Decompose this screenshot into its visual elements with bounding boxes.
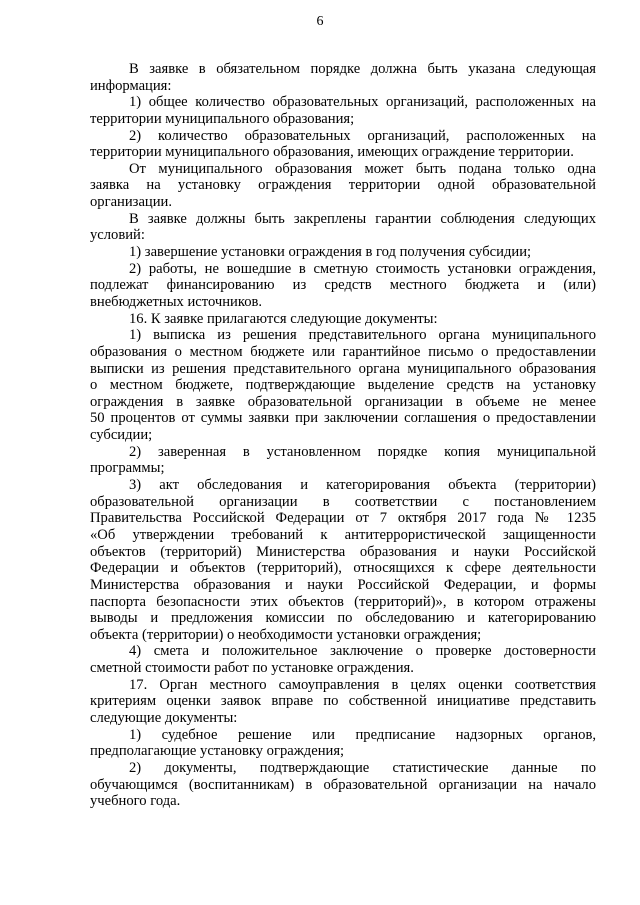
text-line: паспорта безопасности этих объектов (территорий)», в котором отражены <box>90 593 596 610</box>
text-line: подлежат финансированию из средств местного бюджета и (или) <box>90 277 596 294</box>
text-line: субсидии; <box>90 427 153 444</box>
text-line: В заявке в обязательном порядке должна быть указана следующая <box>129 61 596 77</box>
text-line: «Об утверждении требований к антитеррористической защищенности <box>90 526 596 543</box>
text-line: образовательной организации в соответствии с постановлением <box>90 493 596 510</box>
text-line: От муниципального образования может быть подана только одна <box>129 160 596 177</box>
text-line: объектов (территорий) Министерства образования и науки Российской <box>90 543 596 560</box>
text-line: образования о местном бюджете или гарантийное письмо о предоставлении <box>90 343 596 360</box>
text-line: территории муниципального образования; <box>90 110 355 127</box>
text-line: Федерации и объектов (территорий), относящихся к сфере деятельности <box>90 560 596 577</box>
text-line: территории муниципального образования, имеющих ограждение территории. <box>90 144 574 161</box>
text-line: 1) завершение установки ограждения в год получения субсидии; <box>129 244 532 261</box>
text-line: 1) выписка из решения представительного органа муниципального <box>129 327 596 344</box>
text-line: объекта (территории) о необходимости установки ограждения; <box>90 626 482 643</box>
text-line: следующие документы: <box>90 709 238 726</box>
text-line: внебюджетных источников. <box>90 293 263 310</box>
text-line: информация: <box>90 77 172 94</box>
page-number: 6 <box>316 14 324 29</box>
text-line: о местном бюджете, подтверждающие выделение средств на установку <box>90 377 596 394</box>
text-line: 17. Орган местного самоуправления в целях оценки соответствия <box>129 676 596 693</box>
text-line: обучающимся (воспитанникам) в образовательной организации на начало <box>90 776 596 793</box>
text-line: организации. <box>90 194 172 211</box>
text-line: Правительства Российской Федерации от 7 октября 2017 года № 1235 <box>90 510 596 527</box>
text-line: программы; <box>90 460 165 477</box>
text-line: предполагающие установку ограждения; <box>90 743 345 760</box>
text-line: 2) документы, подтверждающие статистические данные по <box>129 759 596 776</box>
text-line: критериям оценки заявок вправе по собственной инициативе представить <box>90 693 596 710</box>
text-line: учебного года. <box>90 793 181 810</box>
text-line: условий: <box>90 227 145 244</box>
text-line: сметной стоимости работ по установке ограждения. <box>90 660 414 677</box>
document-body <box>90 61 596 810</box>
text-line: 1) судебное решение или предписание надзорных органов, <box>129 726 596 743</box>
text-line: 2) заверенная в установленном порядке копия муниципальной <box>129 443 596 460</box>
text-line: 16. К заявке прилагаются следующие документы: <box>129 310 438 327</box>
text-line: 2) количество образовательных организаций, расположенных на <box>129 127 596 144</box>
text-line: 4) смета и положительное заключение о проверке достоверности <box>129 643 596 660</box>
text-line: выводы и предложения комиссии по обследованию и категорированию <box>90 610 596 627</box>
text-line: 50 процентов от суммы заявки при заключении соглашения о предоставлении <box>90 410 596 427</box>
text-line: заявка на установку ограждения территории одной образовательной <box>90 177 596 194</box>
text-line: ограждения в заявке образовательной организации в объеме не менее <box>90 393 596 410</box>
text-line: Министерства образования и науки Российской Федерации, и формы <box>90 576 596 593</box>
text-line: 3) акт обследования и категорирования объекта (территории) <box>129 477 596 494</box>
text-line: 2) работы, не вошедшие в сметную стоимость установки ограждения, <box>129 260 596 277</box>
text-line: 1) общее количество образовательных организаций, расположенных на <box>129 94 596 111</box>
text-line: В заявке должны быть закреплены гарантии соблюдения следующих <box>129 210 596 227</box>
text-line: выписки из решения представительного органа муниципального образования <box>90 360 596 377</box>
